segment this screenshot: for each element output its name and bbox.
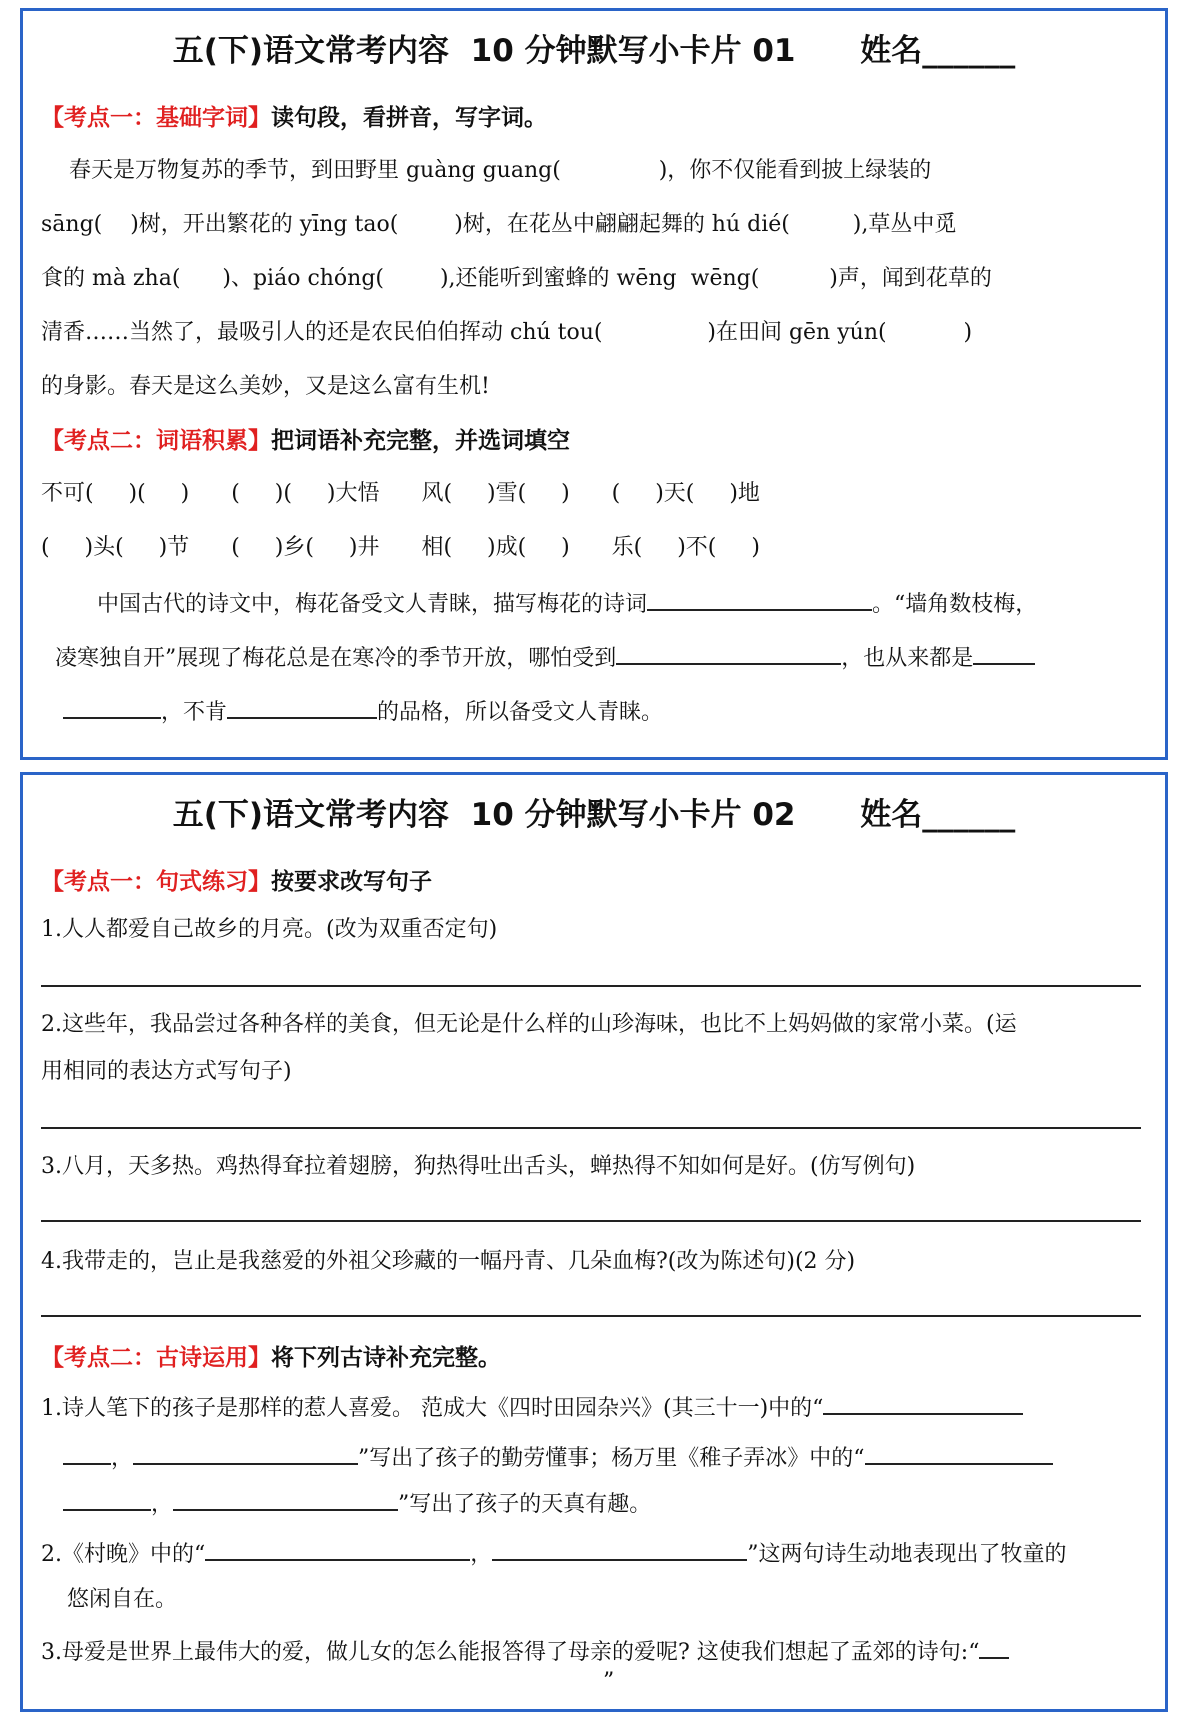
quote-mark: ” <box>603 1669 615 1694</box>
fill-line: ，不肯 的品格，所以备受文人青睐。 <box>41 695 1147 728</box>
question: 3.八月，天多热。鸡热得耷拉着翅膀，狗热得吐出舌头，蝉热得不知如何是好。(仿写例句) <box>41 1154 916 1179</box>
fill-line: ， ”写出了孩子的天真有趣。 <box>41 1487 1147 1520</box>
blank[interactable] <box>492 1537 747 1561</box>
blank[interactable] <box>823 1391 1023 1415</box>
answer-line[interactable] <box>41 1127 1141 1129</box>
blank[interactable] <box>647 587 872 611</box>
fill-line: 3.母爱是世界上最伟大的爱，做儿女的怎么能报答得了母亲的爱呢? 这使我们想起了孟郊的诗句:“ <box>41 1635 1147 1668</box>
blank[interactable] <box>173 1487 398 1511</box>
idiom-row: ( )头( )节 ( )乡( )井 相( )成( ) 乐( )不( ) <box>41 535 760 560</box>
section-heading: 【考点二：古诗运用】将下列古诗补充完整。 <box>41 1345 501 1371</box>
blank[interactable] <box>63 1441 111 1465</box>
paragraph-line: sāng( )树，开出繁花的 yīng tao( )树，在花丛中翩翩起舞的 hú dié( ),草丛中觅 <box>41 212 957 237</box>
fill-line: 凌寒独自开”展现了梅花总是在寒冷的季节开放，哪怕受到 ，也从来都是 <box>41 641 1147 674</box>
blank[interactable] <box>63 1487 151 1511</box>
blank[interactable] <box>973 641 1035 665</box>
paragraph-line: 食的 mà zha( )、piáo chóng( ),还能听到蜜蜂的 wēng wēng( )声，闻到花草的 <box>41 266 992 291</box>
blank[interactable] <box>979 1635 1009 1659</box>
blank[interactable] <box>865 1441 1053 1465</box>
blank[interactable] <box>616 641 841 665</box>
paragraph-line: 春天是万物复苏的季节，到田野里 guàng guang( )，你不仅能看到披上绿装的 <box>41 158 932 183</box>
answer-line[interactable] <box>41 1315 1141 1317</box>
question: 用相同的表达方式写句子) <box>41 1059 292 1084</box>
card-title: 五(下)语文常考内容 10 分钟默写小卡片 01 姓名______ <box>172 33 1016 69</box>
question: 4.我带走的，岂止是我慈爱的外祖父珍藏的一幅丹青、几朵血梅?(改为陈述句)(2 分) <box>41 1249 856 1274</box>
fill-line: 2.《村晚》中的“ ， ”这两句诗生动地表现出了牧童的 <box>41 1537 1147 1570</box>
paragraph-line: 清香……当然了，最吸引人的还是农民伯伯挥动 chú tou( )在田间 gēn yún( ) <box>41 320 973 345</box>
blank[interactable] <box>133 1441 358 1465</box>
section-heading: 【考点二：词语积累】把词语补充完整，并选词填空 <box>41 428 570 454</box>
paragraph-line: 悠闲自在。 <box>67 1587 178 1612</box>
blank[interactable] <box>205 1537 470 1561</box>
fill-line: 1.诗人笔下的孩子是那样的惹人喜爱。 范成大《四时田园杂兴》(其三十一)中的“ <box>41 1391 1147 1424</box>
dictation-card-02 <box>20 772 1168 1712</box>
answer-line[interactable] <box>41 1220 1141 1222</box>
blank[interactable] <box>63 695 161 719</box>
answer-line[interactable] <box>41 985 1141 987</box>
question: 2.这些年，我品尝过各种各样的美食，但无论是什么样的山珍海味，也比不上妈妈做的家常小菜。(运 <box>41 1012 1017 1037</box>
section-heading: 【考点一：基础字词】读句段，看拼音，写字词。 <box>41 105 547 131</box>
fill-line: ， ”写出了孩子的勤劳懂事；杨万里《稚子弄冰》中的“ <box>41 1441 1147 1474</box>
dictation-card-01 <box>20 8 1168 760</box>
paragraph-line: 的身影。春天是这么美妙，又是这么富有生机! <box>41 374 490 399</box>
card-title: 五(下)语文常考内容 10 分钟默写小卡片 02 姓名______ <box>172 797 1016 833</box>
section-heading: 【考点一：句式练习】按要求改写句子 <box>41 869 432 895</box>
idiom-row: 不可( )( ) ( )( )大悟 风( )雪( ) ( )天( )地 <box>41 481 760 506</box>
fill-line: 中国古代的诗文中，梅花备受文人青睐，描写梅花的诗词 。“墙角数枝梅， <box>41 587 1147 620</box>
blank[interactable] <box>227 695 377 719</box>
question: 1.人人都爱自己故乡的月亮。(改为双重否定句) <box>41 917 498 942</box>
